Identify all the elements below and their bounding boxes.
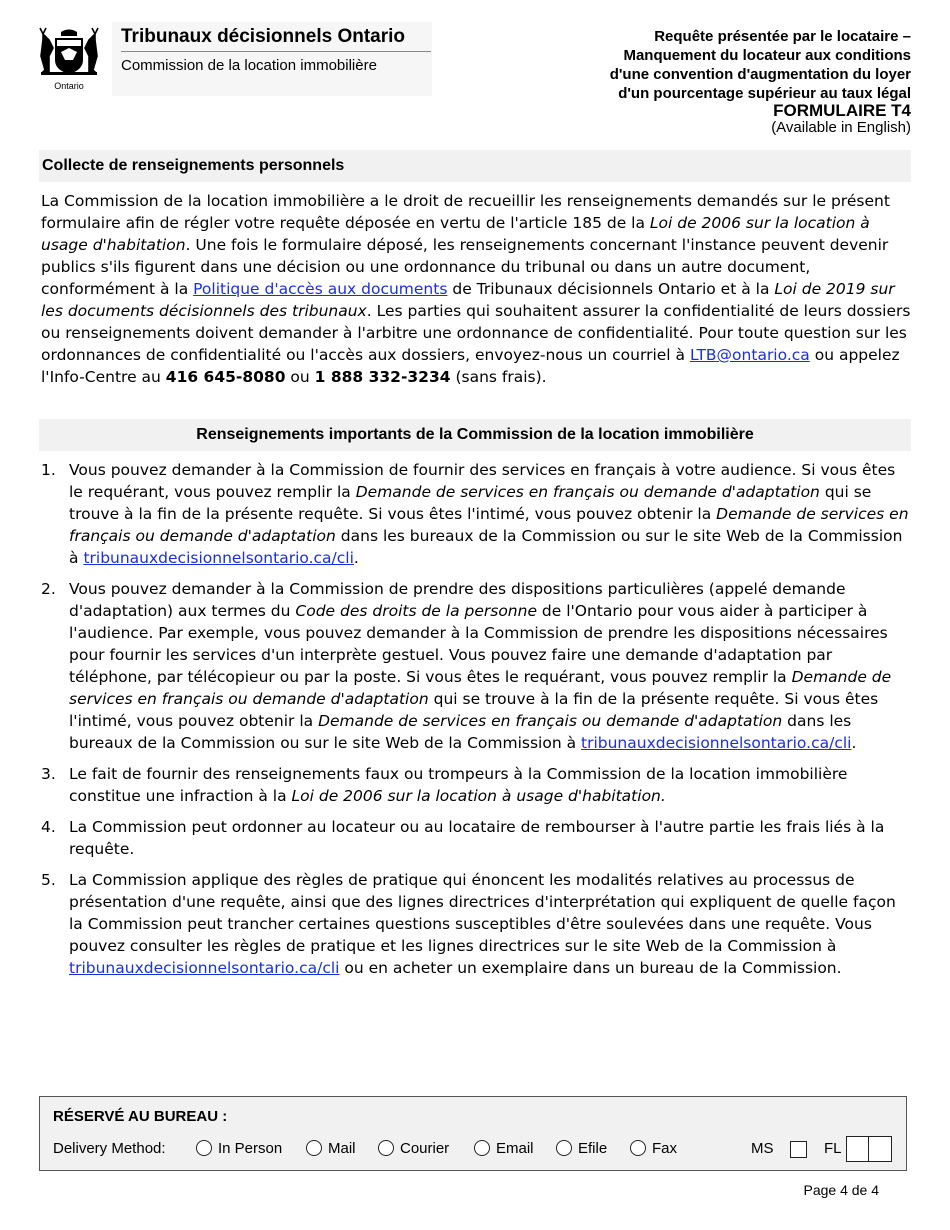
item-text: Vous pouvez demander à la Commission de fournir des services en français à votre audience. Si vous êtes le requérant, vous pouvez remplir la bbox=[69, 461, 896, 501]
item-number: 3. bbox=[41, 765, 56, 783]
privacy-text: . Une fois le formulaire déposé, les renseignements concernant l'instance peuvent devenir publics s'ils figurent dans une décision ou une ordonnance du tribunal ou dans un autre document, conformément à la bbox=[41, 236, 889, 298]
access-policy-link[interactable]: Politique d'accès aux documents bbox=[193, 280, 448, 298]
radio-button[interactable] bbox=[630, 1140, 646, 1156]
item-text: qui se trouve à la fin de la présente requête. Si vous êtes l'intimé, vous pouvez obtenir la bbox=[69, 483, 872, 523]
form-name: Demande de services en français ou demande d'adaptation bbox=[355, 483, 820, 501]
list-item bbox=[41, 763, 911, 807]
form-name: Demande de services en français ou demande d'adaptation bbox=[69, 505, 909, 545]
privacy-text: (sans frais). bbox=[450, 368, 547, 386]
delivery-option-email[interactable] bbox=[474, 1140, 534, 1157]
option-label: Email bbox=[496, 1140, 534, 1157]
list-item bbox=[41, 459, 911, 569]
item-text: qui se trouve à la fin de la présente requête. Si vous êtes l'intimé, vous pouvez obtenir la bbox=[69, 690, 879, 730]
item-text: de l'Ontario pour vous aider à participer à l'audience. Par exemple, vous pouvez demander à la Commission de prendre les dispositions nécessaires pour fournir les services d'un interprète gestuel. Vous pouvez faire une demande d'adaptation par téléphone, par télécopieur ou par la poste. Si vous êtes le requérant, vous pouvez remplir la bbox=[69, 602, 888, 686]
radio-button[interactable] bbox=[556, 1140, 572, 1156]
code-title: Code des droits de la personne bbox=[295, 602, 537, 620]
form-title-line: d'un pourcentage supérieur au taux légal bbox=[618, 85, 911, 102]
item-number: 2. bbox=[41, 580, 56, 598]
radio-button[interactable] bbox=[378, 1140, 394, 1156]
item-text: . bbox=[851, 734, 857, 752]
brand-divider bbox=[121, 51, 431, 52]
option-label: Courier bbox=[400, 1140, 450, 1157]
delivery-option-mail[interactable] bbox=[306, 1140, 356, 1157]
form-title-line: Requête présentée par le locataire – bbox=[654, 28, 911, 45]
form-number: FORMULAIRE T4 bbox=[773, 101, 911, 120]
item-text: ou en acheter un exemplaire dans un bureau de la Commission. bbox=[339, 959, 842, 977]
item-text: La Commission peut ordonner au locateur ou au locataire de rembourser à l'autre partie les frais liés à la requête. bbox=[69, 818, 885, 858]
form-language-note: (Available in English) bbox=[771, 119, 911, 136]
radio-button[interactable] bbox=[306, 1140, 322, 1156]
list-item bbox=[41, 869, 911, 979]
page-number: Page 4 de 4 bbox=[803, 1182, 879, 1198]
important-info-list bbox=[41, 459, 911, 988]
phone-local: 416 645-8080 bbox=[165, 368, 286, 386]
crest-caption: Ontario bbox=[54, 81, 84, 91]
phone-tollfree: 1 888 332-3234 bbox=[314, 368, 451, 386]
fl-divider bbox=[868, 1137, 869, 1161]
item-number: 4. bbox=[41, 818, 56, 836]
privacy-text: La Commission de la location immobilière a le droit de recueillir les renseignements demandés sur le présent formulaire afin de régler votre requête déposée en vertu de l'article 185 de la bbox=[41, 192, 890, 232]
item-text: dans les bureaux de la Commission ou sur le site Web de la Commission à bbox=[69, 527, 903, 567]
tribunal-website-link[interactable]: tribunauxdecisionnelsontario.ca/cli bbox=[581, 734, 852, 752]
form-name: Demande de services en français ou demande d'adaptation bbox=[69, 668, 892, 708]
privacy-text: ou bbox=[285, 368, 315, 386]
item-number: 5. bbox=[41, 871, 56, 889]
list-item bbox=[41, 816, 911, 860]
ms-checkbox[interactable] bbox=[790, 1141, 807, 1158]
item-text: . bbox=[353, 549, 359, 567]
delivery-method-label: Delivery Method: bbox=[53, 1140, 166, 1157]
ms-label: MS bbox=[751, 1140, 774, 1157]
privacy-text: de Tribunaux décisionnels Ontario et à la bbox=[447, 280, 775, 298]
act-title: Loi de 2006 sur la location à usage d'habitation. bbox=[291, 787, 666, 805]
office-use-box bbox=[39, 1096, 907, 1171]
act-2019-title: Loi de 2019 sur les documents décisionnels des tribunaux bbox=[41, 280, 895, 320]
office-use-title: RÉSERVÉ AU BUREAU : bbox=[53, 1108, 228, 1125]
item-number: 1. bbox=[41, 461, 56, 479]
radio-button[interactable] bbox=[196, 1140, 212, 1156]
tribunal-website-link[interactable]: tribunauxdecisionnelsontario.ca/cli bbox=[69, 959, 340, 977]
brand-subtitle: Commission de la location immobilière bbox=[121, 57, 377, 74]
privacy-paragraph bbox=[41, 190, 911, 388]
form-name: Demande de services en français ou demande d'adaptation bbox=[318, 712, 783, 730]
form-title-line: Manquement du locateur aux conditions bbox=[623, 47, 911, 64]
option-label: In Person bbox=[218, 1140, 283, 1157]
radio-button[interactable] bbox=[474, 1140, 490, 1156]
privacy-text: . Les parties qui souhaitent assurer la confidentialité de leurs dossiers ou renseignements doivent demander à l'arbitre une ordonnance de confidentialité. Pour toute question sur les ordonnances de confidentialité ou l'accès aux dossiers, envoyez-nous un courriel à bbox=[41, 302, 911, 364]
delivery-option-fax[interactable] bbox=[630, 1140, 677, 1157]
form-title bbox=[471, 27, 911, 103]
brand-title: Tribunaux décisionnels Ontario bbox=[121, 26, 405, 47]
item-text: Le fait de fournir des renseignements faux ou trompeurs à la Commission de la location immobilière constitue une infraction à la bbox=[69, 765, 848, 805]
email-link[interactable]: LTB@ontario.ca bbox=[689, 346, 810, 364]
list-item bbox=[41, 578, 911, 754]
tribunal-website-link[interactable]: tribunauxdecisionnelsontario.ca/cli bbox=[83, 549, 354, 567]
ontario-crest-logo bbox=[37, 26, 101, 92]
privacy-text: ou appelez l'Info-Centre au bbox=[41, 346, 900, 386]
privacy-heading: Collecte de renseignements personnels bbox=[39, 150, 911, 182]
item-text: Vous pouvez demander à la Commission de prendre des dispositions particulières (appelé demande d'adaptation) aux termes du bbox=[69, 580, 846, 620]
delivery-option-courier[interactable] bbox=[378, 1140, 449, 1157]
delivery-option-efile[interactable] bbox=[556, 1140, 607, 1157]
delivery-option-in-person[interactable] bbox=[196, 1140, 282, 1157]
option-label: Efile bbox=[578, 1140, 608, 1157]
fl-label: FL bbox=[824, 1140, 842, 1157]
important-info-heading: Renseignements importants de la Commission de la location immobilière bbox=[39, 419, 911, 451]
option-label: Mail bbox=[328, 1140, 356, 1157]
act-2006-title: Loi de 2006 sur la location à usage d'habitation bbox=[41, 214, 870, 254]
item-text: dans les bureaux de la Commission ou sur le site Web de la Commission à bbox=[69, 712, 852, 752]
form-title-line: d'une convention d'augmentation du loyer bbox=[609, 66, 911, 83]
option-label: Fax bbox=[652, 1140, 678, 1157]
fl-input[interactable] bbox=[846, 1136, 892, 1162]
item-text: La Commission applique des règles de pratique qui énoncent les modalités relatives au processus de présentation d'une requête, ainsi que des lignes directrices d'interprétation qui expliquent de quelle façon la Commission peut trancher certaines questions susceptibles d'être soulevées dans une requête. Vous pouvez consulter les règles de pratique et les lignes directrices sur le site Web de la Commission à bbox=[69, 871, 896, 955]
